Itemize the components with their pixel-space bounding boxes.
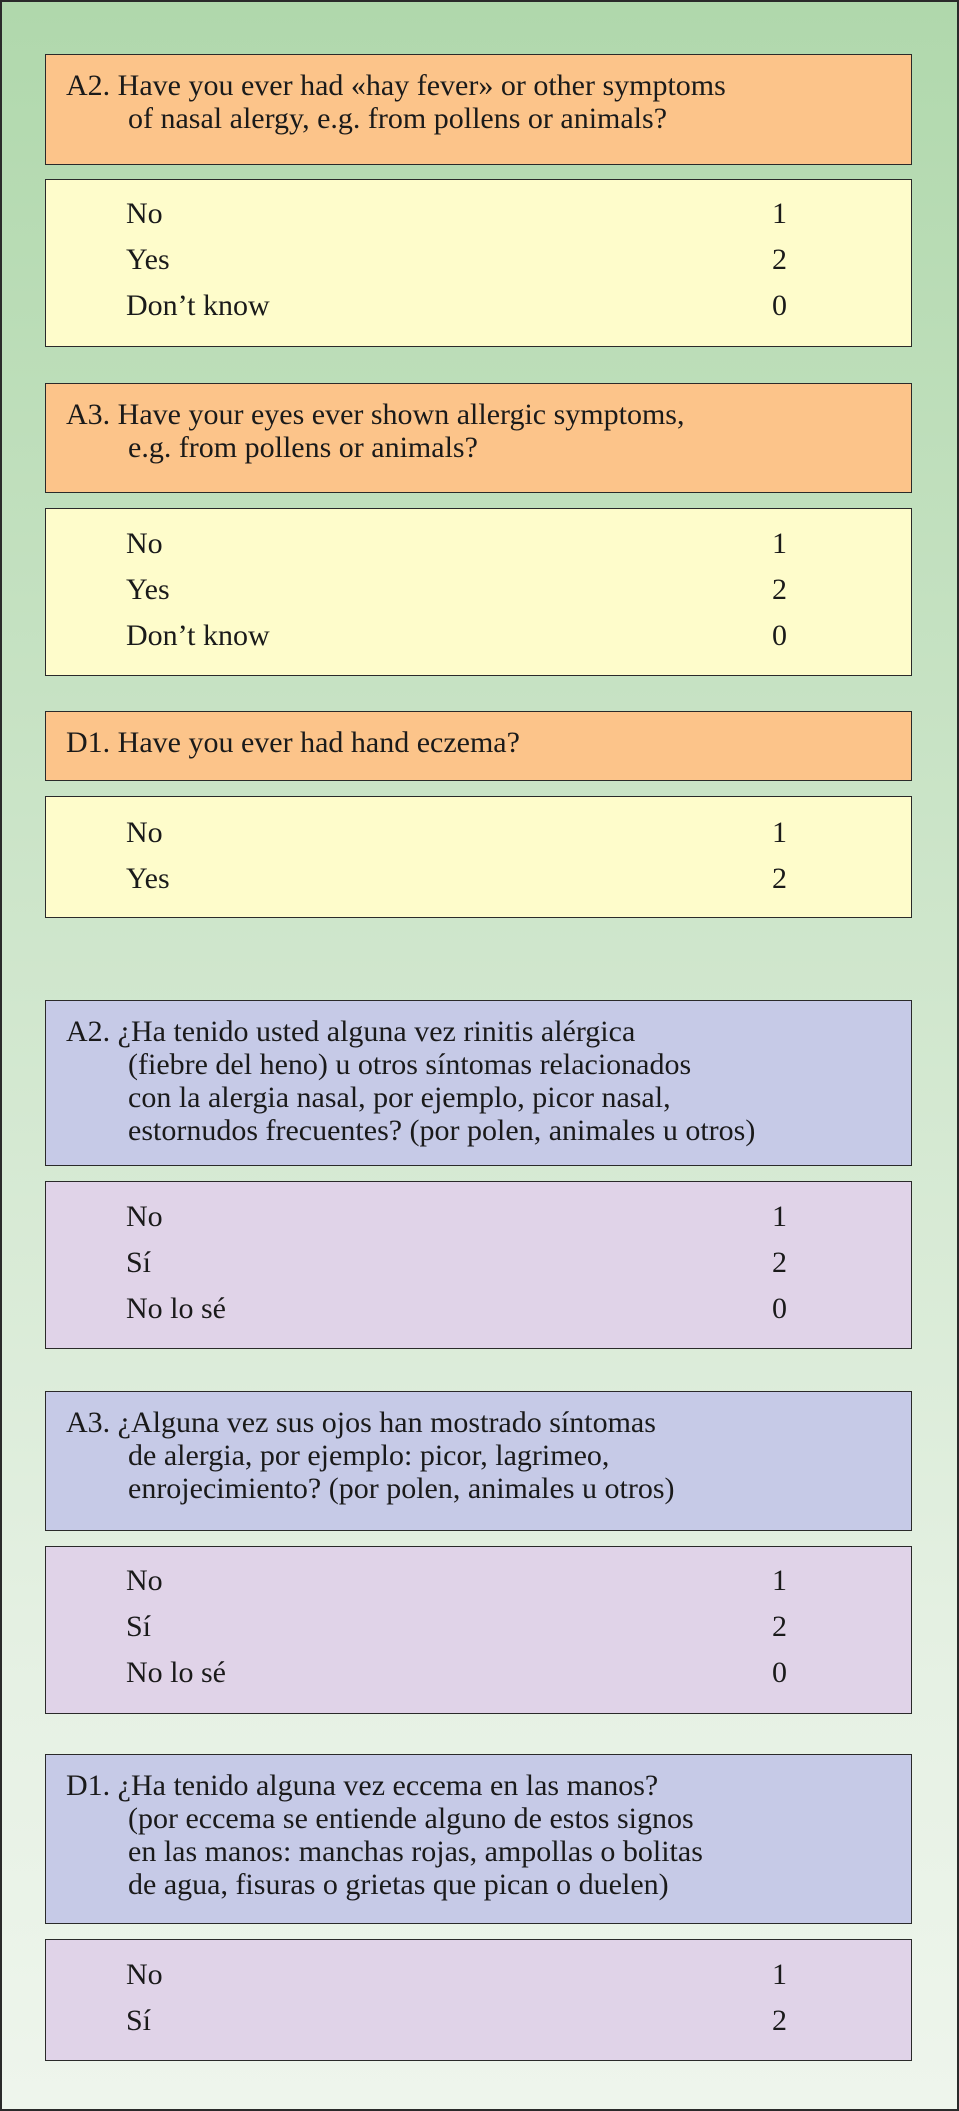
question-a3-en: [45, 383, 912, 493]
answer-code: 2: [772, 573, 787, 606]
answer-code: 0: [772, 1292, 787, 1325]
question-text-line: enrojecimiento? (por polen, animales u otros): [128, 1472, 675, 1505]
question-a2-es: [45, 1000, 912, 1166]
question-text-line: A3. ¿Alguna vez sus ojos han mostrado síntomas: [66, 1406, 656, 1439]
answer-option-dont-know[interactable]: [46, 1650, 911, 1696]
answer-label: No lo sé: [126, 1656, 226, 1689]
answer-option-yes[interactable]: [46, 237, 911, 283]
answers-d1-en: [45, 796, 912, 918]
answers-d1-es: [45, 1939, 912, 2061]
answer-option-no[interactable]: [46, 1558, 911, 1604]
answer-option-no[interactable]: [46, 810, 911, 856]
answer-label: Don’t know: [126, 289, 270, 322]
answer-label: Sí: [126, 2004, 152, 2037]
answer-code: 1: [772, 527, 787, 560]
answer-code: 2: [772, 862, 787, 895]
question-d1-en: [45, 711, 912, 781]
question-a3-es: [45, 1391, 912, 1531]
answer-option-no[interactable]: [46, 1194, 911, 1240]
answer-label: No: [126, 527, 163, 560]
question-text-line: D1. Have you ever had hand eczema?: [66, 726, 520, 759]
answer-option-no[interactable]: [46, 1952, 911, 1998]
question-text-line: de agua, fisuras o grietas que pican o duelen): [128, 1868, 669, 1901]
question-text-line: D1. ¿Ha tenido alguna vez eccema en las manos?: [66, 1769, 659, 1802]
answer-label: Yes: [126, 862, 170, 895]
question-text-line: A2. Have you ever had «hay fever» or other symptoms: [66, 69, 726, 102]
answer-label: No: [126, 816, 163, 849]
answer-code: 0: [772, 1656, 787, 1689]
question-text-line: A3. Have your eyes ever shown allergic symptoms,: [66, 398, 685, 431]
answer-option-no[interactable]: [46, 191, 911, 237]
answer-code: 1: [772, 1958, 787, 1991]
answer-code: 1: [772, 1564, 787, 1597]
question-text-line: en las manos: manchas rojas, ampollas o bolitas: [128, 1835, 703, 1868]
answers-a2-es: [45, 1181, 912, 1349]
answer-option-no[interactable]: [46, 521, 911, 567]
answers-a2-en: [45, 179, 912, 347]
answer-code: 1: [772, 1200, 787, 1233]
question-text-line: A2. ¿Ha tenido usted alguna vez rinitis alérgica: [66, 1015, 636, 1048]
answer-code: 2: [772, 1610, 787, 1643]
answer-option-yes[interactable]: [46, 1998, 911, 2044]
answer-code: 2: [772, 1246, 787, 1279]
answer-code: 2: [772, 2004, 787, 2037]
answer-option-yes[interactable]: [46, 1240, 911, 1286]
question-text-line: con la alergia nasal, por ejemplo, picor nasal,: [128, 1081, 671, 1114]
answer-option-yes[interactable]: [46, 1604, 911, 1650]
answers-a3-en: [45, 508, 912, 676]
answer-option-yes[interactable]: [46, 856, 911, 902]
question-text-line: (por eccema se entiende alguno de estos signos: [128, 1802, 694, 1835]
answer-option-dont-know[interactable]: [46, 283, 911, 329]
answer-label: No: [126, 1958, 163, 1991]
answer-option-dont-know[interactable]: [46, 613, 911, 659]
answers-a3-es: [45, 1546, 912, 1714]
question-text-line: e.g. from pollens or animals?: [128, 431, 478, 464]
answer-code: 1: [772, 197, 787, 230]
answer-label: No: [126, 1200, 163, 1233]
answer-code: 0: [772, 289, 787, 322]
question-text-line: (fiebre del heno) u otros síntomas relacionados: [128, 1048, 692, 1081]
answer-option-dont-know[interactable]: [46, 1286, 911, 1332]
answer-label: Sí: [126, 1610, 152, 1643]
question-text-line: of nasal alergy, e.g. from pollens or animals?: [128, 102, 668, 135]
question-a2-en: [45, 54, 912, 165]
question-text-line: de alergia, por ejemplo: picor, lagrimeo,: [128, 1439, 610, 1472]
answer-label: Yes: [126, 573, 170, 606]
answer-code: 0: [772, 619, 787, 652]
answer-code: 1: [772, 816, 787, 849]
answer-label: No lo sé: [126, 1292, 226, 1325]
answer-option-yes[interactable]: [46, 567, 911, 613]
answer-label: Don’t know: [126, 619, 270, 652]
answer-label: Sí: [126, 1246, 152, 1279]
answer-label: No: [126, 197, 163, 230]
answer-label: No: [126, 1564, 163, 1597]
question-d1-es: [45, 1754, 912, 1924]
answer-label: Yes: [126, 243, 170, 276]
answer-code: 2: [772, 243, 787, 276]
question-text-line: estornudos frecuentes? (por polen, animales u otros): [128, 1114, 756, 1147]
